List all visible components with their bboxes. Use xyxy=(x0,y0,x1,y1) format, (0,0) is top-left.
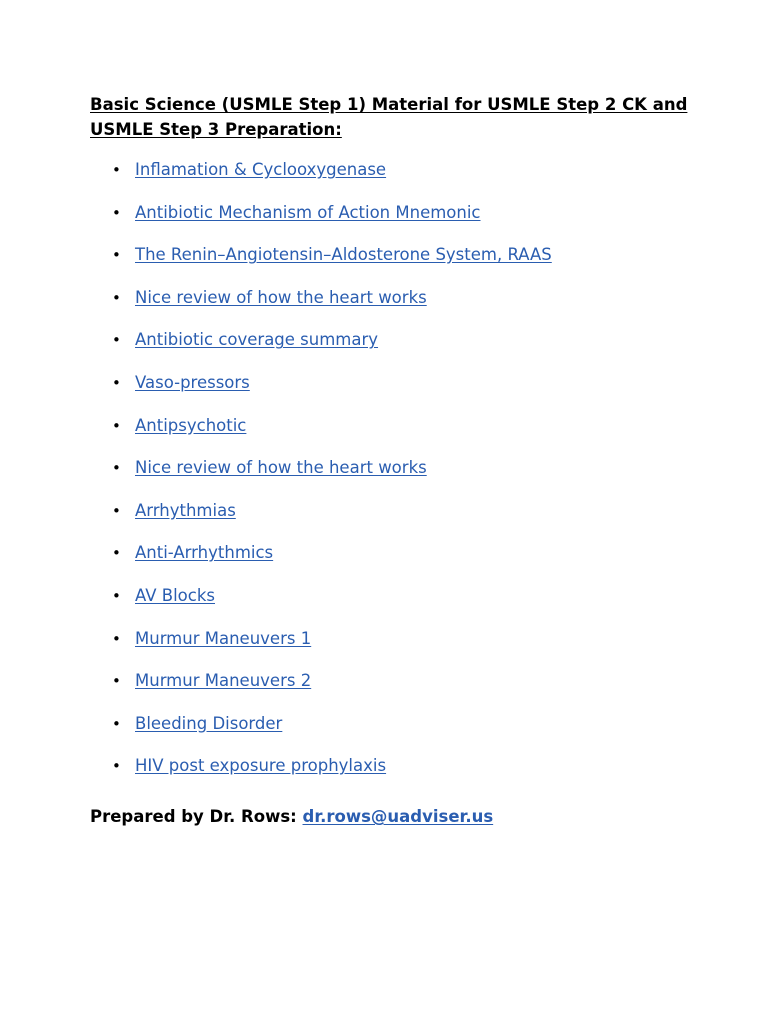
bullet-icon: • xyxy=(112,544,121,563)
link-raas[interactable]: The Renin–Angiotensin–Aldosterone System, RAAS xyxy=(135,245,552,265)
link-murmur-maneuvers-1[interactable]: Murmur Maneuvers 1 xyxy=(135,628,312,648)
bullet-icon: • xyxy=(112,501,121,520)
link-bleeding-disorder[interactable]: Bleeding Disorder xyxy=(135,713,283,733)
list-item xyxy=(90,244,690,287)
bullet-icon: • xyxy=(112,586,121,605)
list-item xyxy=(90,372,690,415)
link-heart-review-2[interactable]: Nice review of how the heart works xyxy=(135,458,427,478)
list-item xyxy=(90,542,690,585)
link-antipsychotic[interactable]: Antipsychotic xyxy=(135,415,247,435)
list-item xyxy=(90,415,690,458)
bullet-icon: • xyxy=(112,203,121,222)
document-page xyxy=(90,92,690,829)
list-item xyxy=(90,287,690,330)
link-av-blocks[interactable]: AV Blocks xyxy=(135,585,215,605)
list-item xyxy=(90,202,690,245)
list-item xyxy=(90,628,690,671)
link-antibiotic-coverage[interactable]: Antibiotic coverage summary xyxy=(135,330,379,350)
list-item xyxy=(90,159,690,202)
resource-link-list xyxy=(90,159,690,798)
bullet-icon: • xyxy=(112,246,121,265)
link-antibiotic-mechanism[interactable]: Antibiotic Mechanism of Action Mnemonic xyxy=(135,202,481,222)
link-inflamation-cyclooxygenase[interactable]: Inflamation & Cyclooxygenase xyxy=(135,160,387,179)
link-heart-review-1[interactable]: Nice review of how the heart works xyxy=(135,287,427,307)
link-hiv-pep[interactable]: HIV post exposure prophylaxis xyxy=(135,756,387,776)
list-item xyxy=(90,457,690,500)
list-item xyxy=(90,329,690,372)
page-title: Basic Science (USMLE Step 1) Material for USMLE Step 2 CK and USMLE Step 3 Preparation: xyxy=(90,95,688,139)
prepared-by-line xyxy=(90,805,690,829)
link-arrhythmias[interactable]: Arrhythmias xyxy=(135,500,236,520)
list-item xyxy=(90,585,690,628)
bullet-icon: • xyxy=(112,161,121,179)
bullet-icon: • xyxy=(112,373,121,392)
list-item xyxy=(90,500,690,543)
prepared-by-label: Prepared by Dr. Rows: xyxy=(90,806,303,826)
bullet-icon: • xyxy=(112,672,121,691)
bullet-icon: • xyxy=(112,757,121,776)
bullet-icon: • xyxy=(112,288,121,307)
bullet-icon: • xyxy=(112,331,121,350)
bullet-icon: • xyxy=(112,459,121,478)
bullet-icon: • xyxy=(112,416,121,435)
bullet-icon: • xyxy=(112,714,121,733)
link-anti-arrhythmics[interactable]: Anti-Arrhythmics xyxy=(135,543,274,563)
link-murmur-maneuvers-2[interactable]: Murmur Maneuvers 2 xyxy=(135,671,312,691)
bullet-icon: • xyxy=(112,629,121,648)
link-vaso-pressors[interactable]: Vaso-pressors xyxy=(135,372,250,392)
list-item xyxy=(90,755,690,798)
list-item xyxy=(90,670,690,713)
list-item xyxy=(90,713,690,756)
author-email-link[interactable]: dr.rows@uadviser.us xyxy=(302,806,494,826)
